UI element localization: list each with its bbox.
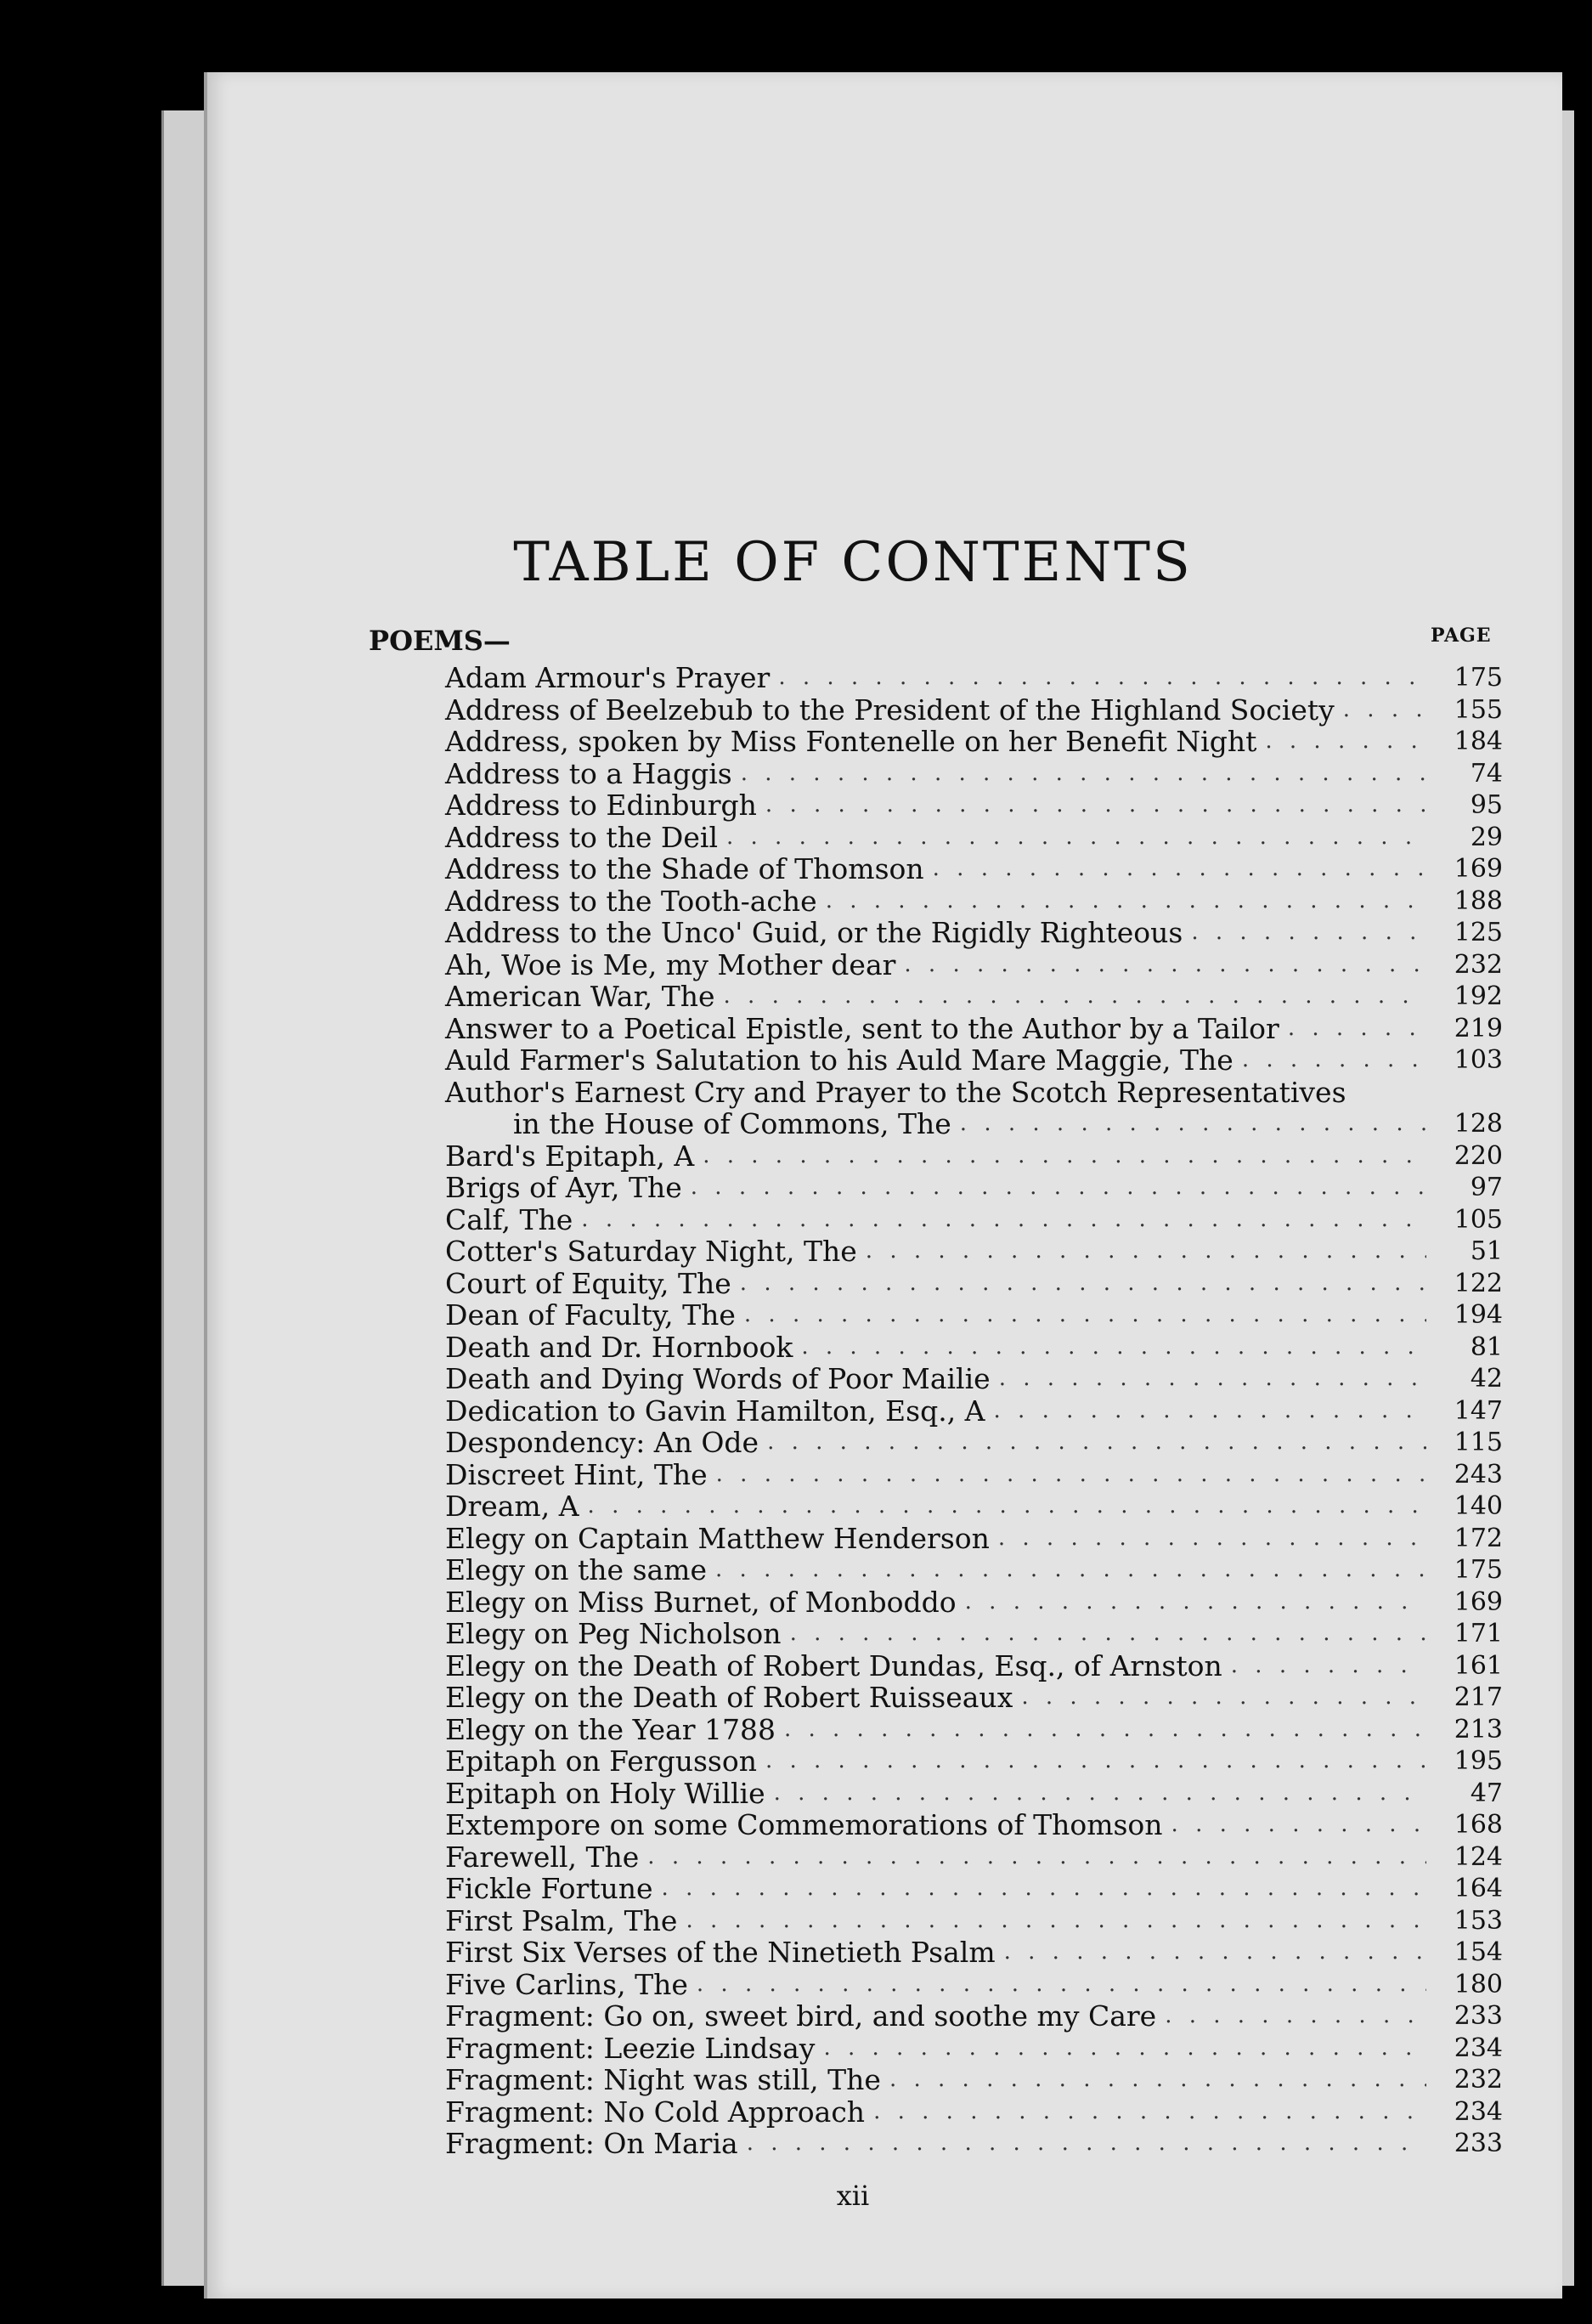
entry-page-number: 161 xyxy=(1454,1650,1503,1681)
entry-title: Farewell, The xyxy=(445,1840,640,1874)
entry-title: Fragment: Night was still, The xyxy=(445,2063,881,2096)
toc-entry xyxy=(445,1969,1503,2001)
dot-leader xyxy=(639,1841,1426,1874)
page-number: xii xyxy=(836,2180,870,2212)
entry-page-number: 171 xyxy=(1454,1619,1503,1648)
entry-page-number: 122 xyxy=(1454,1268,1503,1298)
toc-entry xyxy=(445,694,1503,727)
toc-entry xyxy=(445,1778,1503,1810)
toc-entry xyxy=(445,885,1503,918)
entry-title: Address to the Deil xyxy=(445,820,718,854)
dot-leader xyxy=(731,1268,1426,1300)
toc-entry xyxy=(445,1905,1503,1937)
entry-page-number: 128 xyxy=(1454,1109,1503,1139)
entry-title: Dream, A xyxy=(445,1490,579,1523)
entry-page-number: 155 xyxy=(1454,694,1503,725)
entry-page-number: 29 xyxy=(1470,822,1503,852)
page-title: TABLE OF CONTENTS xyxy=(513,531,1193,594)
entry-page-number: 42 xyxy=(1470,1364,1503,1394)
entry-title: Death and Dying Words of Poor Mailie xyxy=(445,1362,991,1395)
toc-entry xyxy=(445,1204,1503,1236)
entry-title: Elegy on Captain Matthew Henderson xyxy=(445,1521,990,1555)
entry-title: Fragment: Leezie Lindsay xyxy=(445,2031,816,2065)
dot-leader xyxy=(996,1937,1426,1969)
entry-page-number: 175 xyxy=(1454,663,1503,693)
toc-entry xyxy=(445,1586,1503,1619)
toc-entry xyxy=(445,2033,1503,2065)
dot-leader xyxy=(579,1490,1426,1523)
dot-leader xyxy=(573,1204,1426,1236)
entry-title: Brigs of Ayr, The xyxy=(445,1171,682,1204)
entry-title: Address to a Haggis xyxy=(445,756,732,790)
entry-page-number: 74 xyxy=(1470,758,1503,789)
toc-entry xyxy=(445,1618,1503,1650)
entry-title: Fickle Fortune xyxy=(445,1872,653,1905)
entry-page-number: 169 xyxy=(1454,854,1503,884)
entry-title: Answer to a Poetical Epistle, sent to the Author by a Tailor xyxy=(445,1011,1279,1045)
dot-leader xyxy=(924,853,1426,885)
entry-title: Address of Beelzebub to the President of the Highland Society xyxy=(445,693,1335,727)
dot-leader xyxy=(759,1427,1426,1459)
dot-leader xyxy=(736,1299,1426,1332)
toc-entry xyxy=(445,1937,1503,1969)
entry-title: First Six Verses of the Ninetieth Psalm xyxy=(445,1936,996,1969)
entry-page-number: 233 xyxy=(1454,2001,1503,2031)
dot-leader xyxy=(1335,694,1426,727)
toc-entry xyxy=(445,2128,1503,2160)
entry-title: Address to Edinburgh xyxy=(445,789,757,822)
entry-title: Elegy on Miss Burnet, of Monboddo xyxy=(445,1585,957,1619)
dot-leader xyxy=(757,789,1426,822)
entry-title: Author's Earnest Cry and Prayer to the Scotch Representatives xyxy=(445,1075,1346,1109)
toc-entry xyxy=(445,1140,1503,1173)
page-column-label: PAGE xyxy=(1431,625,1492,647)
dot-leader xyxy=(1256,726,1426,758)
toc-entry xyxy=(445,949,1503,981)
entry-page-number: 233 xyxy=(1454,2129,1503,2158)
entry-title: Elegy on the Year 1788 xyxy=(445,1712,776,1746)
toc-entry xyxy=(445,853,1503,885)
entry-page-number: 188 xyxy=(1454,885,1503,916)
toc-entry xyxy=(445,1332,1503,1364)
entry-page-number: 51 xyxy=(1470,1236,1503,1266)
dot-leader xyxy=(815,2033,1426,2065)
toc-entry xyxy=(445,1395,1503,1428)
entry-page-number: 213 xyxy=(1454,1714,1503,1744)
dot-leader xyxy=(688,1969,1426,2001)
entry-page-number: 169 xyxy=(1454,1586,1503,1617)
entry-page-number: 140 xyxy=(1454,1491,1503,1521)
entry-page-number: 180 xyxy=(1454,1969,1503,1999)
toc-entry xyxy=(445,1650,1503,1682)
entry-page-number: 172 xyxy=(1454,1523,1503,1553)
dot-leader xyxy=(881,2064,1426,2096)
entry-title: Bard's Epitaph, A xyxy=(445,1139,695,1173)
dot-leader xyxy=(1013,1682,1426,1714)
dot-leader xyxy=(1234,1044,1426,1077)
toc-entry xyxy=(445,1172,1503,1204)
toc-entry xyxy=(445,758,1503,790)
entry-title: American War, The xyxy=(445,980,715,1013)
dot-leader xyxy=(718,822,1426,854)
toc-entry xyxy=(445,1236,1503,1268)
entry-title: Elegy on the Death of Robert Dundas, Esq., of Arnston xyxy=(445,1648,1222,1682)
dot-leader xyxy=(708,1459,1426,1491)
entry-title: Elegy on Peg Nicholson xyxy=(445,1617,782,1650)
entry-title: Address to the Unco' Guid, or the Rigidly Righteous xyxy=(445,916,1183,949)
toc-entry xyxy=(445,2096,1503,2129)
entry-title: Despondency: An Ode xyxy=(445,1426,759,1459)
toc-entry xyxy=(445,1523,1503,1555)
entry-title: Epitaph on Holy Willie xyxy=(445,1776,765,1810)
entry-title: Adam Armour's Prayer xyxy=(445,661,771,694)
entry-title: Address to the Shade of Thomson xyxy=(445,852,924,885)
entry-page-number: 184 xyxy=(1454,727,1503,756)
entry-title: Auld Farmer's Salutation to his Auld Mare Maggie, The xyxy=(445,1043,1234,1077)
entry-title: Address, spoken by Miss Fontenelle on her Benefit Night xyxy=(445,725,1257,758)
dot-leader xyxy=(1279,1013,1426,1045)
entry-page-number: 97 xyxy=(1470,1173,1503,1202)
dot-leader xyxy=(1163,1809,1426,1841)
dot-leader xyxy=(694,1140,1426,1173)
toc-entry xyxy=(445,1077,1503,1109)
toc-entry xyxy=(445,1427,1503,1459)
entry-title: Elegy on the Death of Robert Ruisseaux xyxy=(445,1681,1013,1714)
toc-entry xyxy=(445,1013,1503,1045)
toc-entry xyxy=(445,1809,1503,1841)
entry-title: Calf, The xyxy=(445,1202,573,1236)
entry-page-number: 47 xyxy=(1470,1778,1503,1808)
toc-entry xyxy=(445,2000,1503,2033)
entry-page-number: 219 xyxy=(1454,1013,1503,1043)
toc-entry xyxy=(445,917,1503,949)
dot-leader xyxy=(990,1523,1426,1555)
toc-entry xyxy=(445,1299,1503,1332)
entry-title: Five Carlins, The xyxy=(445,1967,688,2001)
dot-leader xyxy=(732,758,1426,790)
toc-entry xyxy=(445,981,1503,1013)
toc-entry xyxy=(445,1044,1503,1077)
toc-entry xyxy=(445,662,1503,694)
dot-leader xyxy=(770,662,1426,694)
dot-leader xyxy=(985,1395,1426,1428)
entry-page-number: 154 xyxy=(1454,1937,1503,1967)
entry-title: Epitaph on Fergusson xyxy=(445,1744,757,1778)
entry-page-number: 164 xyxy=(1454,1874,1503,1903)
entry-page-number: 81 xyxy=(1470,1332,1503,1362)
dot-leader xyxy=(653,1873,1426,1905)
dot-leader xyxy=(817,885,1426,918)
entry-title: Extempore on some Commemorations of Thomson xyxy=(445,1808,1163,1841)
dot-leader xyxy=(776,1714,1426,1746)
toc-entry xyxy=(445,726,1503,758)
entry-page-number: 192 xyxy=(1454,981,1503,1011)
entry-page-number: 105 xyxy=(1454,1204,1503,1235)
entry-page-number: 234 xyxy=(1454,2033,1503,2063)
entry-title: Cotter's Saturday Night, The xyxy=(445,1235,857,1268)
toc-entry xyxy=(445,822,1503,854)
entry-title: Death and Dr. Hornbook xyxy=(445,1330,793,1364)
toc-entry xyxy=(445,1108,1503,1140)
toc-entry xyxy=(445,1841,1503,1874)
entry-page-number: 194 xyxy=(1454,1300,1503,1330)
toc-entry xyxy=(445,1459,1503,1491)
entry-title: Fragment: On Maria xyxy=(445,2127,738,2160)
toc-entry xyxy=(445,1363,1503,1395)
entry-title: Fragment: Go on, sweet bird, and soothe my Care xyxy=(445,1999,1157,2033)
dot-leader xyxy=(765,1778,1426,1810)
dot-leader xyxy=(865,2096,1426,2129)
contents-list xyxy=(445,662,1503,2160)
entry-title: Fragment: No Cold Approach xyxy=(445,2095,866,2129)
entry-page-number: 124 xyxy=(1454,1841,1503,1872)
dot-leader xyxy=(707,1554,1426,1586)
entry-page-number: 168 xyxy=(1454,1810,1503,1840)
dot-leader xyxy=(951,1108,1426,1140)
entry-page-number: 125 xyxy=(1454,918,1503,947)
dot-leader xyxy=(1156,2000,1426,2033)
dot-leader xyxy=(757,1745,1426,1778)
toc-entry xyxy=(445,1745,1503,1778)
dot-leader xyxy=(738,2128,1426,2160)
entry-page-number: 103 xyxy=(1454,1045,1503,1075)
entry-page-number: 115 xyxy=(1454,1428,1503,1457)
toc-entry xyxy=(445,1714,1503,1746)
toc-entry xyxy=(445,1490,1503,1523)
entry-title: Court of Equity, The xyxy=(445,1266,731,1300)
entry-title: Dedication to Gavin Hamilton, Esq., A xyxy=(445,1394,985,1428)
entry-page-number: 220 xyxy=(1454,1140,1503,1171)
entry-title: First Psalm, The xyxy=(445,1903,678,1937)
entry-title: Dean of Faculty, The xyxy=(445,1298,736,1332)
entry-page-number: 153 xyxy=(1454,1905,1503,1936)
entry-page-number: 147 xyxy=(1454,1395,1503,1426)
toc-entry xyxy=(445,1554,1503,1586)
dot-leader xyxy=(991,1363,1426,1395)
dot-leader xyxy=(1183,917,1426,949)
entry-page-number: 95 xyxy=(1470,790,1503,820)
dot-leader xyxy=(957,1586,1426,1619)
section-heading-poems: POEMS— xyxy=(369,625,511,657)
entry-title: in the House of Commons, The xyxy=(513,1107,951,1140)
entry-page-number: 195 xyxy=(1454,1746,1503,1776)
book-page xyxy=(204,72,1562,2299)
entry-page-number: 217 xyxy=(1454,1682,1503,1712)
toc-entry xyxy=(445,1682,1503,1714)
toc-entry xyxy=(445,1268,1503,1300)
dot-leader xyxy=(677,1905,1426,1937)
entry-page-number: 232 xyxy=(1454,949,1503,980)
toc-entry xyxy=(445,1873,1503,1905)
entry-title: Ah, Woe is Me, my Mother dear xyxy=(445,947,896,981)
dot-leader xyxy=(682,1172,1426,1204)
toc-entry xyxy=(445,2064,1503,2096)
dot-leader xyxy=(1222,1650,1426,1682)
dot-leader xyxy=(793,1332,1426,1364)
entry-page-number: 234 xyxy=(1454,2096,1503,2127)
dot-leader xyxy=(857,1236,1426,1268)
entry-title: Discreet Hint, The xyxy=(445,1457,708,1491)
entry-page-number: 175 xyxy=(1454,1555,1503,1585)
dot-leader xyxy=(715,981,1426,1013)
entry-title: Elegy on the same xyxy=(445,1553,708,1586)
entry-title: Address to the Tooth-ache xyxy=(445,884,817,918)
toc-entry xyxy=(445,789,1503,822)
entry-page-number: 243 xyxy=(1454,1459,1503,1490)
dot-leader xyxy=(895,949,1426,981)
dot-leader xyxy=(782,1618,1426,1650)
entry-page-number: 232 xyxy=(1454,2065,1503,2095)
